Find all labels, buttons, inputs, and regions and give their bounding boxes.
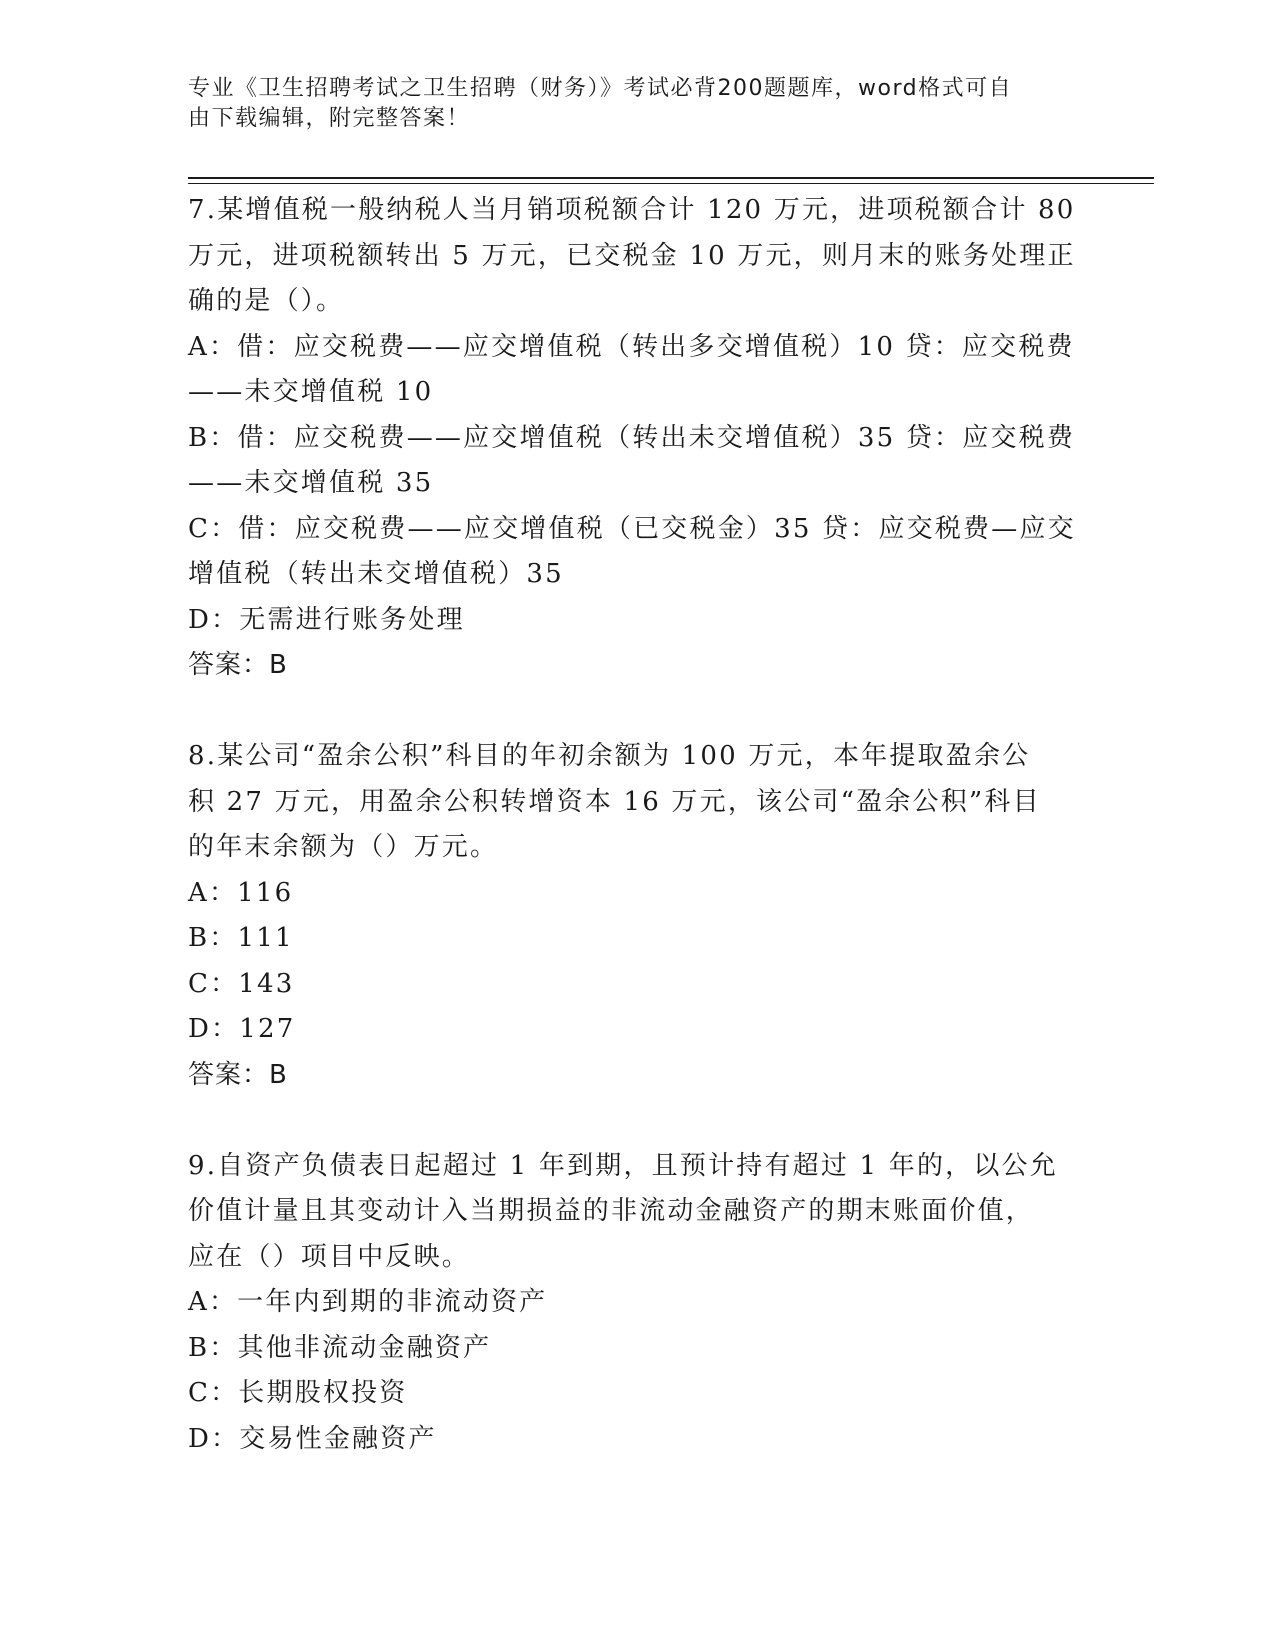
question-text-line: 价值计量且其变动计入当期损益的非流动金融资产的期末账面价值，: [188, 1196, 1035, 1226]
option-c-line-1: C：借：应交税费——应交增值税（已交税金）35 贷：应交税费—应交: [188, 513, 1076, 544]
question-7: [188, 188, 1088, 689]
option-b-line-2: ——未交增值税 35: [188, 468, 434, 498]
option-a-line-1: A：借：应交税费——应交增值税（转出多交增值税）10 贷：应交税费: [188, 331, 1075, 362]
header-line-2: 由下载编辑，附完整答案！: [188, 106, 471, 131]
header-divider-thick: [188, 177, 1154, 179]
option-b-line-1: B：借：应交税费——应交增值税（转出未交增值税）35 贷：应交税费: [188, 422, 1076, 453]
option-d: D：交易性金融资产: [188, 1423, 437, 1454]
question-text-line: 积 27 万元，用盈余公积转增资本 16 万元，该公司“盈余公积”科目: [188, 786, 1041, 817]
header-line-1: 专业《卫生招聘考试之卫生招聘（财务）》考试必背200题题库，word格式可自: [188, 76, 1013, 101]
option-d: D：无需进行账务处理: [188, 604, 465, 635]
question-spacer: [188, 689, 1088, 735]
option-b: B：其他非流动金融资产: [188, 1332, 492, 1363]
question-list: [188, 188, 1088, 1462]
question-text-line: 确的是（）。: [188, 286, 345, 316]
question-text-line: 8.某公司“盈余公积”科目的年初余额为 100 万元，本年提取盈余公: [188, 741, 1031, 771]
document-header: [188, 74, 1068, 134]
option-d: D：127: [188, 1014, 296, 1044]
answer-label: 答案：B: [188, 1059, 288, 1090]
answer-label: 答案：B: [188, 650, 288, 680]
header-divider-thin: [188, 183, 1154, 184]
option-b: B：111: [188, 923, 294, 953]
question-8: [188, 734, 1088, 1098]
question-text-line: 万元，进项税额转出 5 万元，已交税金 10 万元，则月末的账务处理正: [188, 240, 1076, 271]
option-c: C：143: [188, 968, 295, 999]
option-c: C：长期股权投资: [188, 1378, 408, 1408]
option-a: A：116: [188, 877, 294, 908]
question-text-line: 的年末余额为（）万元。: [188, 832, 499, 862]
option-a-line-2: ——未交增值税 10: [188, 377, 434, 407]
question-text-line: 应在（）项目中反映。: [188, 1241, 471, 1272]
question-text-line: 9.自资产负债表日起超过 1 年到期，且预计持有超过 1 年的，以公允: [188, 1150, 1058, 1181]
question-9: [188, 1144, 1088, 1463]
option-a: A：一年内到期的非流动资产: [188, 1287, 548, 1317]
question-text-line: 7.某增值税一般纳税人当月销项税额合计 120 万元，进项税额合计 80: [188, 195, 1076, 225]
option-c-line-2: 增值税（转出未交增值税）35: [188, 559, 564, 589]
question-spacer: [188, 1098, 1088, 1144]
